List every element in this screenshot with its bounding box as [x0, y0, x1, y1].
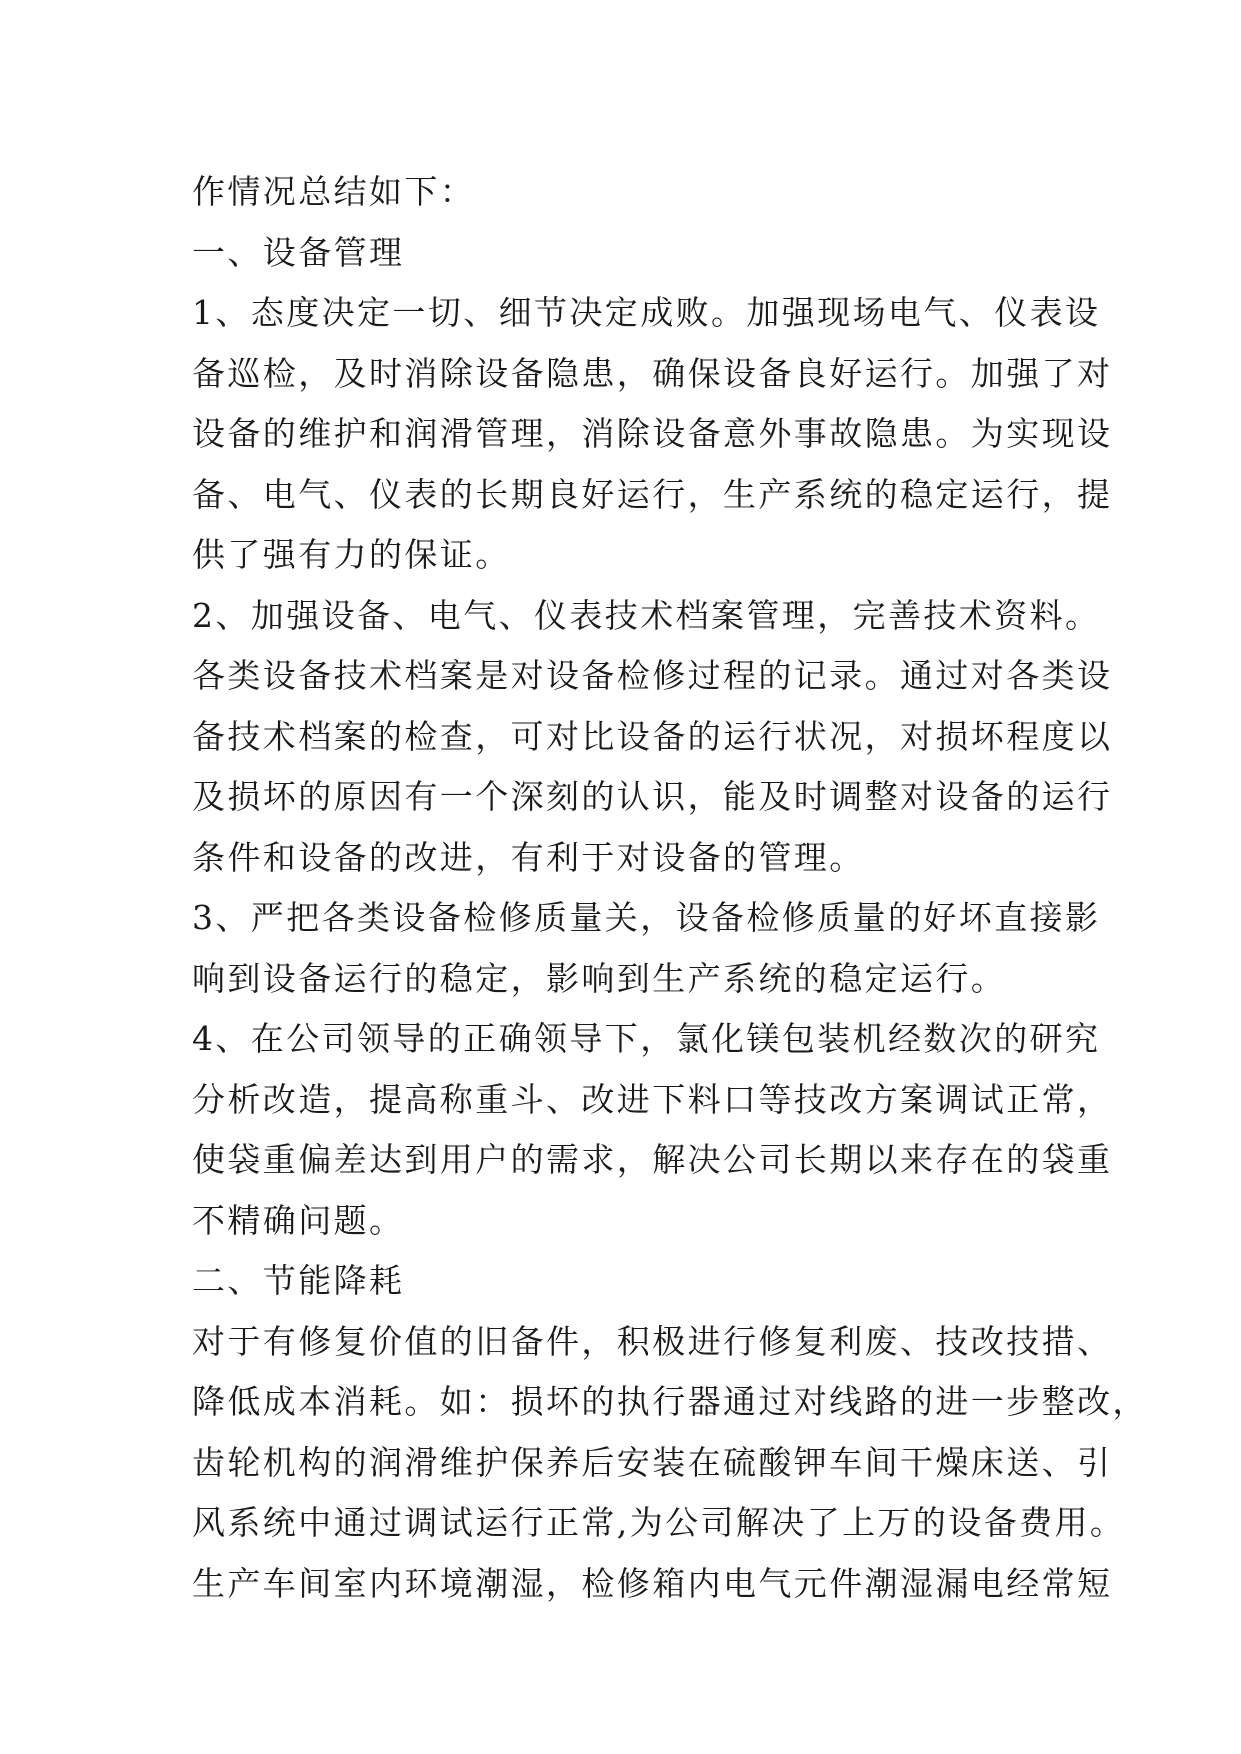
text-line: 使袋重偏差达到用户的需求，解决公司长期以来存在的袋重	[192, 1140, 1113, 1179]
text-line: 降低成本消耗。如：损坏的执行器通过对线路的进一步整改，	[192, 1382, 1148, 1421]
section-heading: 一、设备管理	[192, 232, 405, 272]
text-line: 对于有修复价值的旧备件，积极进行修复利废、技改技措、	[192, 1321, 1113, 1361]
text-line: 供了强有力的保证。	[192, 535, 511, 574]
text-line: 2、加强设备、电气、仪表技术档案管理，完善技术资料。	[192, 595, 1101, 635]
text-line: 生产车间室内环境潮湿，检修箱内电气元件潮湿漏电经常短	[192, 1563, 1113, 1603]
text-line: 4、在公司领导的正确领导下，氯化镁包装机经数次的研究	[192, 1019, 1101, 1058]
text-line: 作情况总结如下：	[192, 172, 476, 211]
section-heading: 二、节能降耗	[192, 1261, 405, 1300]
text-line: 设备的维护和润滑管理，消除设备意外事故隐患。为实现设	[192, 414, 1113, 453]
text-line: 不精确问题。	[192, 1200, 405, 1240]
text-line: 1、态度决定一切、细节决定成败。加强现场电气、仪表设	[192, 293, 1101, 332]
text-line: 齿轮机构的润滑维护保养后安装在硫酸钾车间干燥床送、引	[192, 1442, 1113, 1482]
text-line: 条件和设备的改进，有利于对设备的管理。	[192, 837, 865, 877]
text-line: 备、电气、仪表的长期良好运行，生产系统的稳定运行，提	[192, 474, 1113, 514]
text-line: 响到设备运行的稳定，影响到生产系统的稳定运行。	[192, 958, 1007, 998]
text-line: 备巡检，及时消除设备隐患，确保设备良好运行。加强了对	[192, 353, 1113, 393]
document-page	[192, 162, 1148, 1614]
text-line: 分析改造，提高称重斗、改进下料口等技改方案调试正常，	[192, 1079, 1113, 1119]
text-line: 备技术档案的检查，可对比设备的运行状况，对损坏程度以	[192, 716, 1113, 756]
text-line: 及损坏的原因有一个深刻的认识，能及时调整对设备的运行	[192, 777, 1113, 816]
text-line: 各类设备技术档案是对设备检修过程的记录。通过对各类设	[192, 656, 1113, 695]
text-line: 3、严把各类设备检修质量关，设备检修质量的好坏直接影	[192, 898, 1101, 937]
text-line: 风系统中通过调试运行正常,为公司解决了上万的设备费用。	[192, 1503, 1126, 1542]
